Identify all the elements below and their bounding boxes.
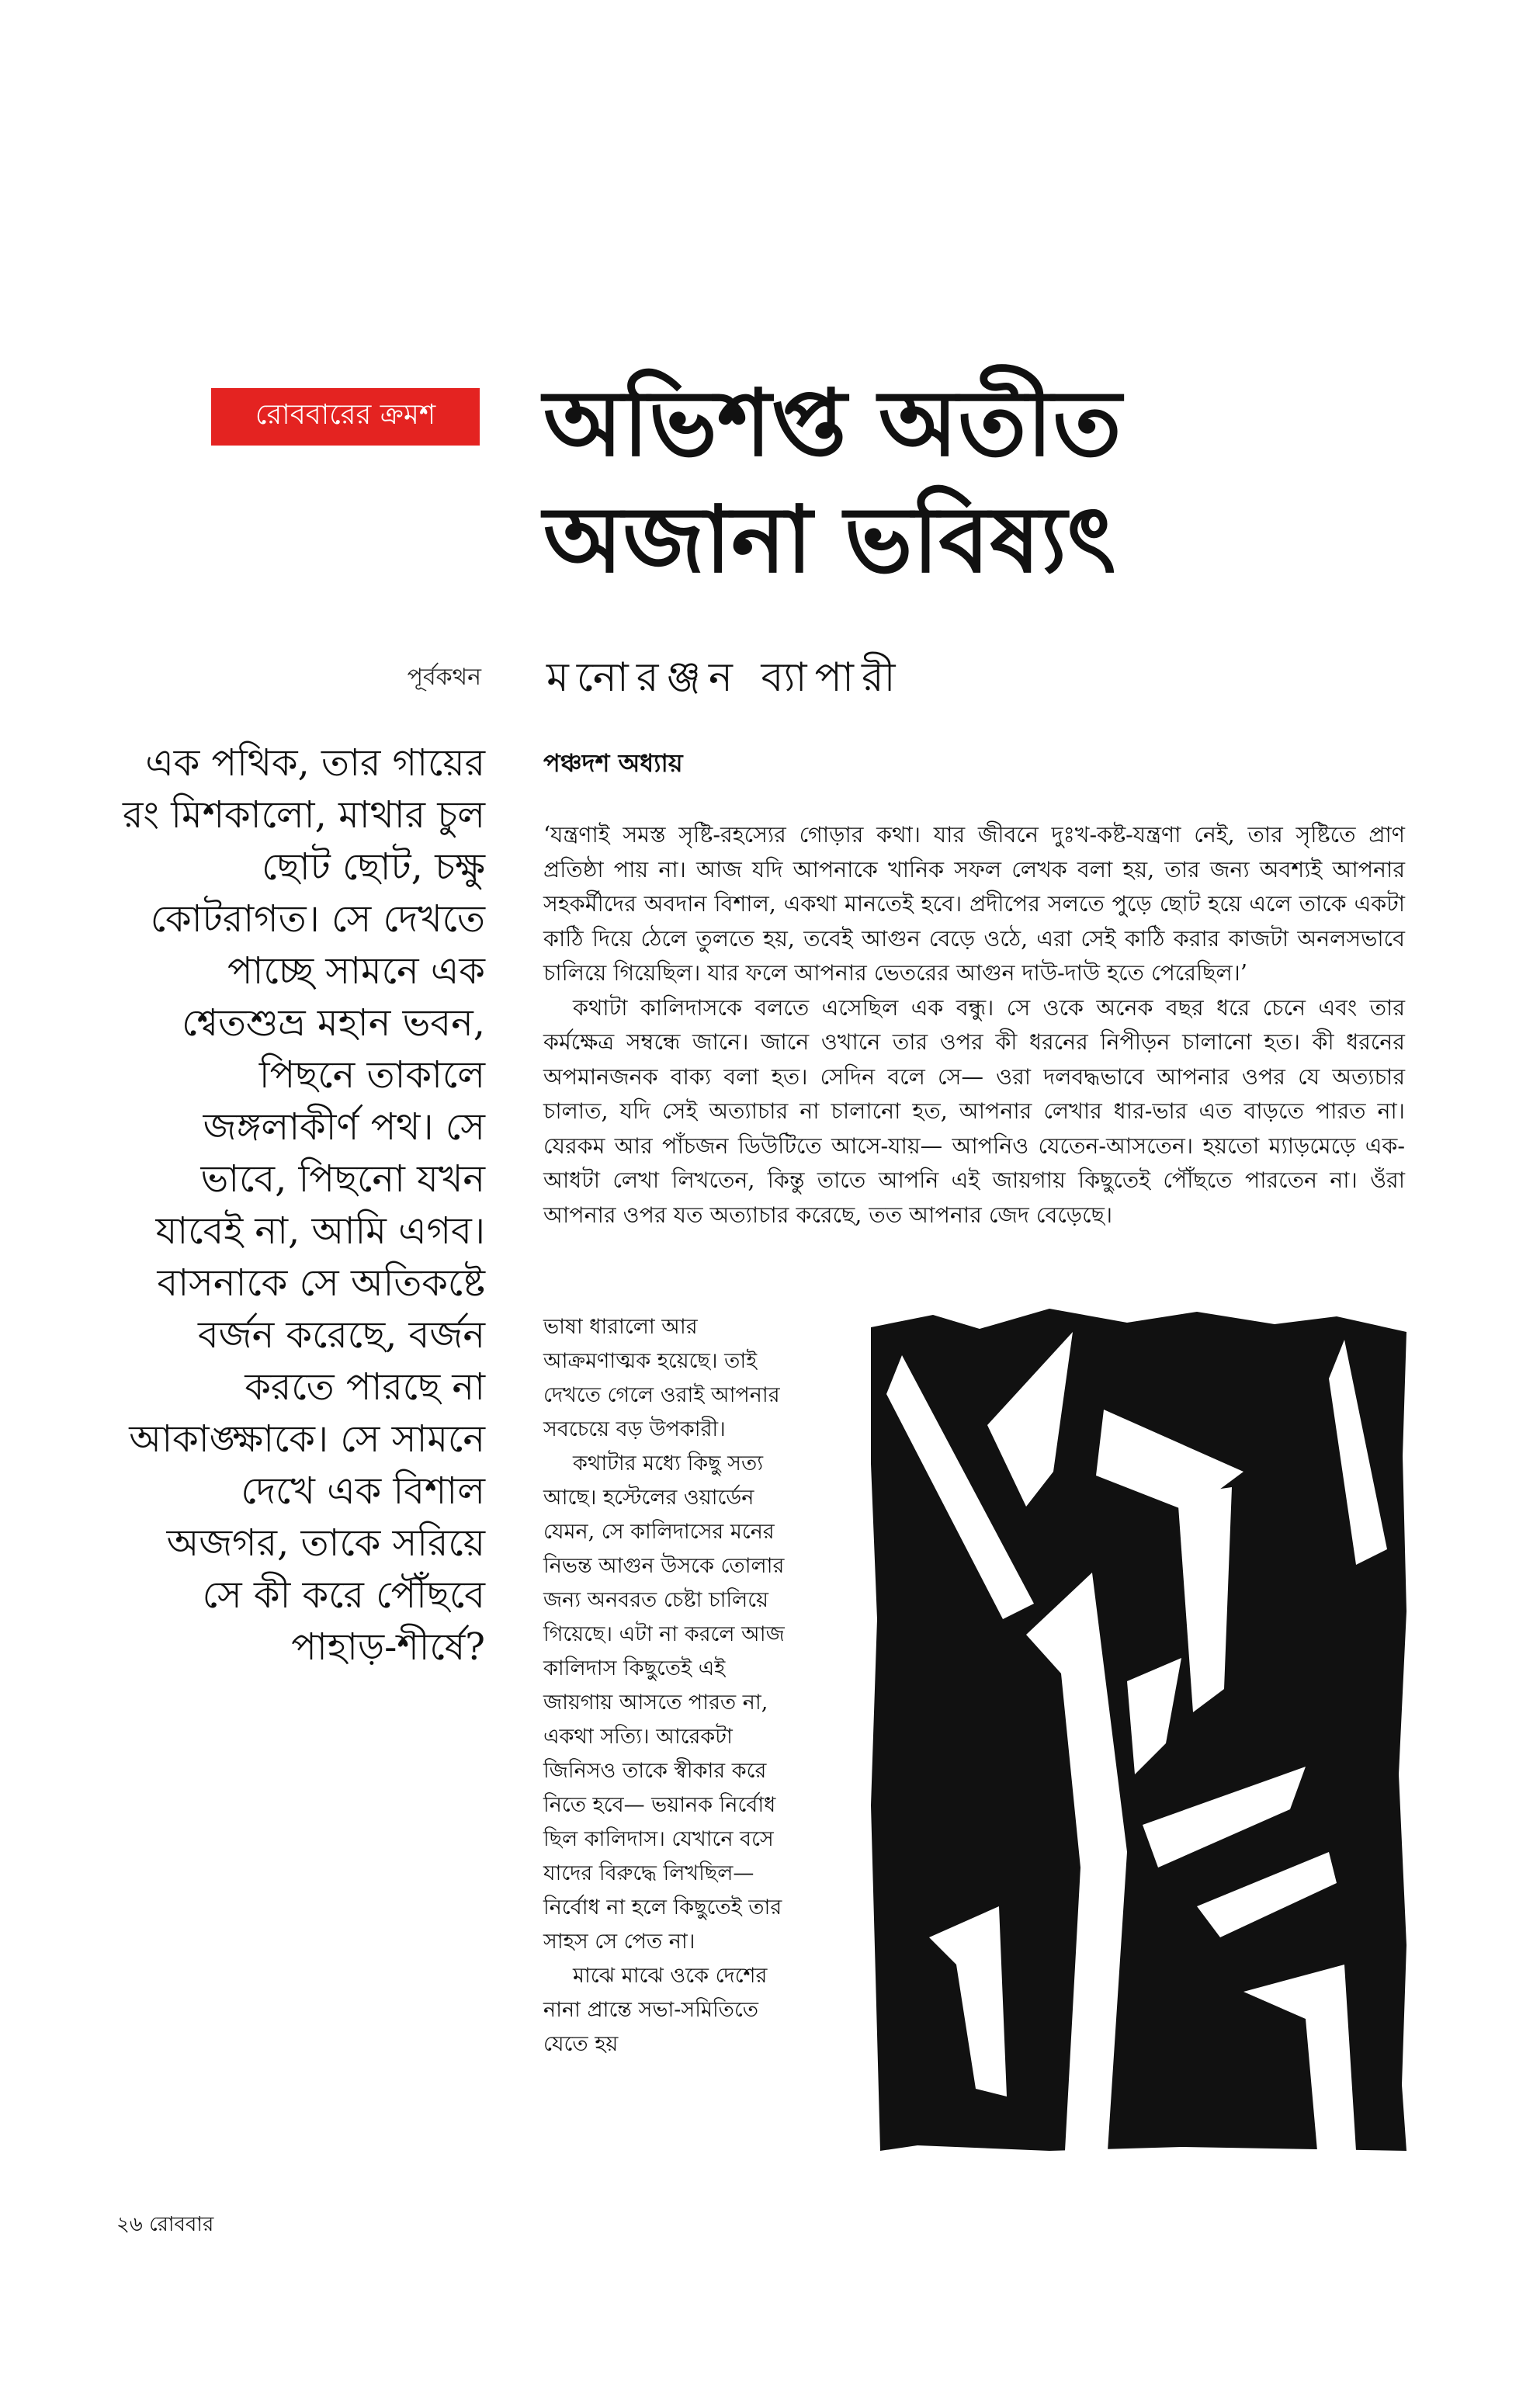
article-title: [543, 365, 1289, 598]
pull-quote: [116, 737, 485, 1673]
body-column-paragraph-3: মাঝে মাঝে ওকে দেশের নানা প্রান্তে সভা-সমিতিতে যেতে হয়: [543, 1964, 768, 2056]
kicker-label: পূর্বকথন: [407, 664, 481, 691]
pull-quote-text: এক পথিক, তার গায়ের রং মিশকালো, মাথার চুল ছোট ছোট, চক্ষু কোটরাগত। সে দেখতে পাচ্ছে সামনে এক শ্বেতশুভ্র মহান ভবন, পিছনে তাকালে জঙ্গলাকীর্ণ পথ। সে ভাবে, পিছনো যখন যাবেই না, আমি এগব। বাসনাকে সে অতিকষ্টে বর্জন করেছে, বর্জন করতে পারছে না আকাঙ্ক্ষাকে। সে সামনে দেখে এক বিশাল অজগর, তাকে সরিয়ে সে কী করে পৌঁছবে পাহাড়-শীর্ষে?: [122, 741, 485, 1669]
title-line-2: অজানা ভবিষ্যৎ: [543, 486, 1116, 593]
woodcut-illustration: [871, 1309, 1406, 2151]
body-column-paragraph-1: ভাষা ধারালো আর আক্রমণাত্মক হয়েছে। তাই দেখতে গেলে ওরাই আপনার সবচেয়ে বড় উপকারী।: [543, 1315, 780, 1441]
author-byline: মনোরঞ্জন ব্যাপারী: [546, 654, 904, 701]
body-text-column: [543, 1310, 799, 2062]
page-folio: ২৬ রোববার: [116, 2213, 214, 2236]
section-badge: রোববারের ক্রমশ: [211, 388, 480, 446]
chapter-heading: পঞ্চদশ অধ্যায়: [543, 748, 683, 778]
body-text-top: [543, 818, 1405, 1233]
body-column-paragraph-2: কথাটার মধ্যে কিছু সত্য আছে। হস্টেলের ওয়ার্ডেন যেমন, সে কালিদাসের মনের নিভন্ত আগুন উসকে তোলার জন্য অনবরত চেষ্টা চালিয়ে গিয়েছে। এটা না করলে আজ কালিদাস কিছুতেই এই জায়গায় আসতে পারত না, একথা সত্যি। আরেকটা জিনিসও তাকে স্বীকার করে নিতে হবে— ভয়ানক নির্বোধ ছিল কালিদাস। যেখানে বসে যাদের বিরুদ্ধে লিখছিল— নির্বোধ না হলে কিছুতেই তার সাহস সে পেত না।: [543, 1451, 785, 1954]
body-paragraph-2: কথাটা কালিদাসকে বলতে এসেছিল এক বন্ধু। সে ওকে অনেক বছর ধরে চেনে এবং তার কর্মক্ষেত্র সম্বন্ধে জানে। জানে ওখানে তার ওপর কী ধরনের নিপীড়ন চালানো হত। কী ধরনের অপমানজনক বাক্য বলা হত। সেদিন বলে সে— ওরা দলবদ্ধভাবে আপনার ওপর যে অত্যচার চালাত, যদি সেই অত্যাচার না চালানো হত, আপনার লেখার ধার-ভার এত বাড়তে পারত না। যেরকম আর পাঁচজন ডিউটিতে আসে-যায়— আপনিও যেতেন-আসতেন। হয়তো ম্যাড়মেড়ে এক-আধটা লেখা লিখতেন, কিন্তু তাতে আপনি এই জায়গায় কিছুতেই পৌঁছতে পারতেন না। ওঁরা আপনার ওপর যত অত্যাচার করেছে, তত আপনার জেদ বেড়েছে।: [543, 994, 1405, 1228]
title-line-1: অভিশপ্ত অতীত: [543, 369, 1122, 477]
body-paragraph-1: ‘যন্ত্রণাই সমস্ত সৃষ্টি-রহস্যের গোড়ার কথা। যার জীবনে দুঃখ-কষ্ট-যন্ত্রণা নেই, তার সৃষ্টিতে প্রাণ প্রতিষ্ঠা পায় না। আজ যদি আপনাকে খানিক সফল লেখক বলা হয়, তার জন্য অবশ্যই আপনার সহকর্মীদের অবদান বিশাল, একথা মানতেই হবে। প্রদীপের সলতে পুড়ে ছোট হয়ে এলে তাকে একটা কাঠি দিয়ে ঠেলে তুলতে হয়, তবেই আগুন বেড়ে ওঠে, এরা সেই কাঠি করার কাজটা অনলসভাবে চালিয়ে গিয়েছিল। যার ফলে আপনার ভেতরের আগুন দাউ-দাউ হতে পেরেছিল।’: [543, 822, 1405, 986]
